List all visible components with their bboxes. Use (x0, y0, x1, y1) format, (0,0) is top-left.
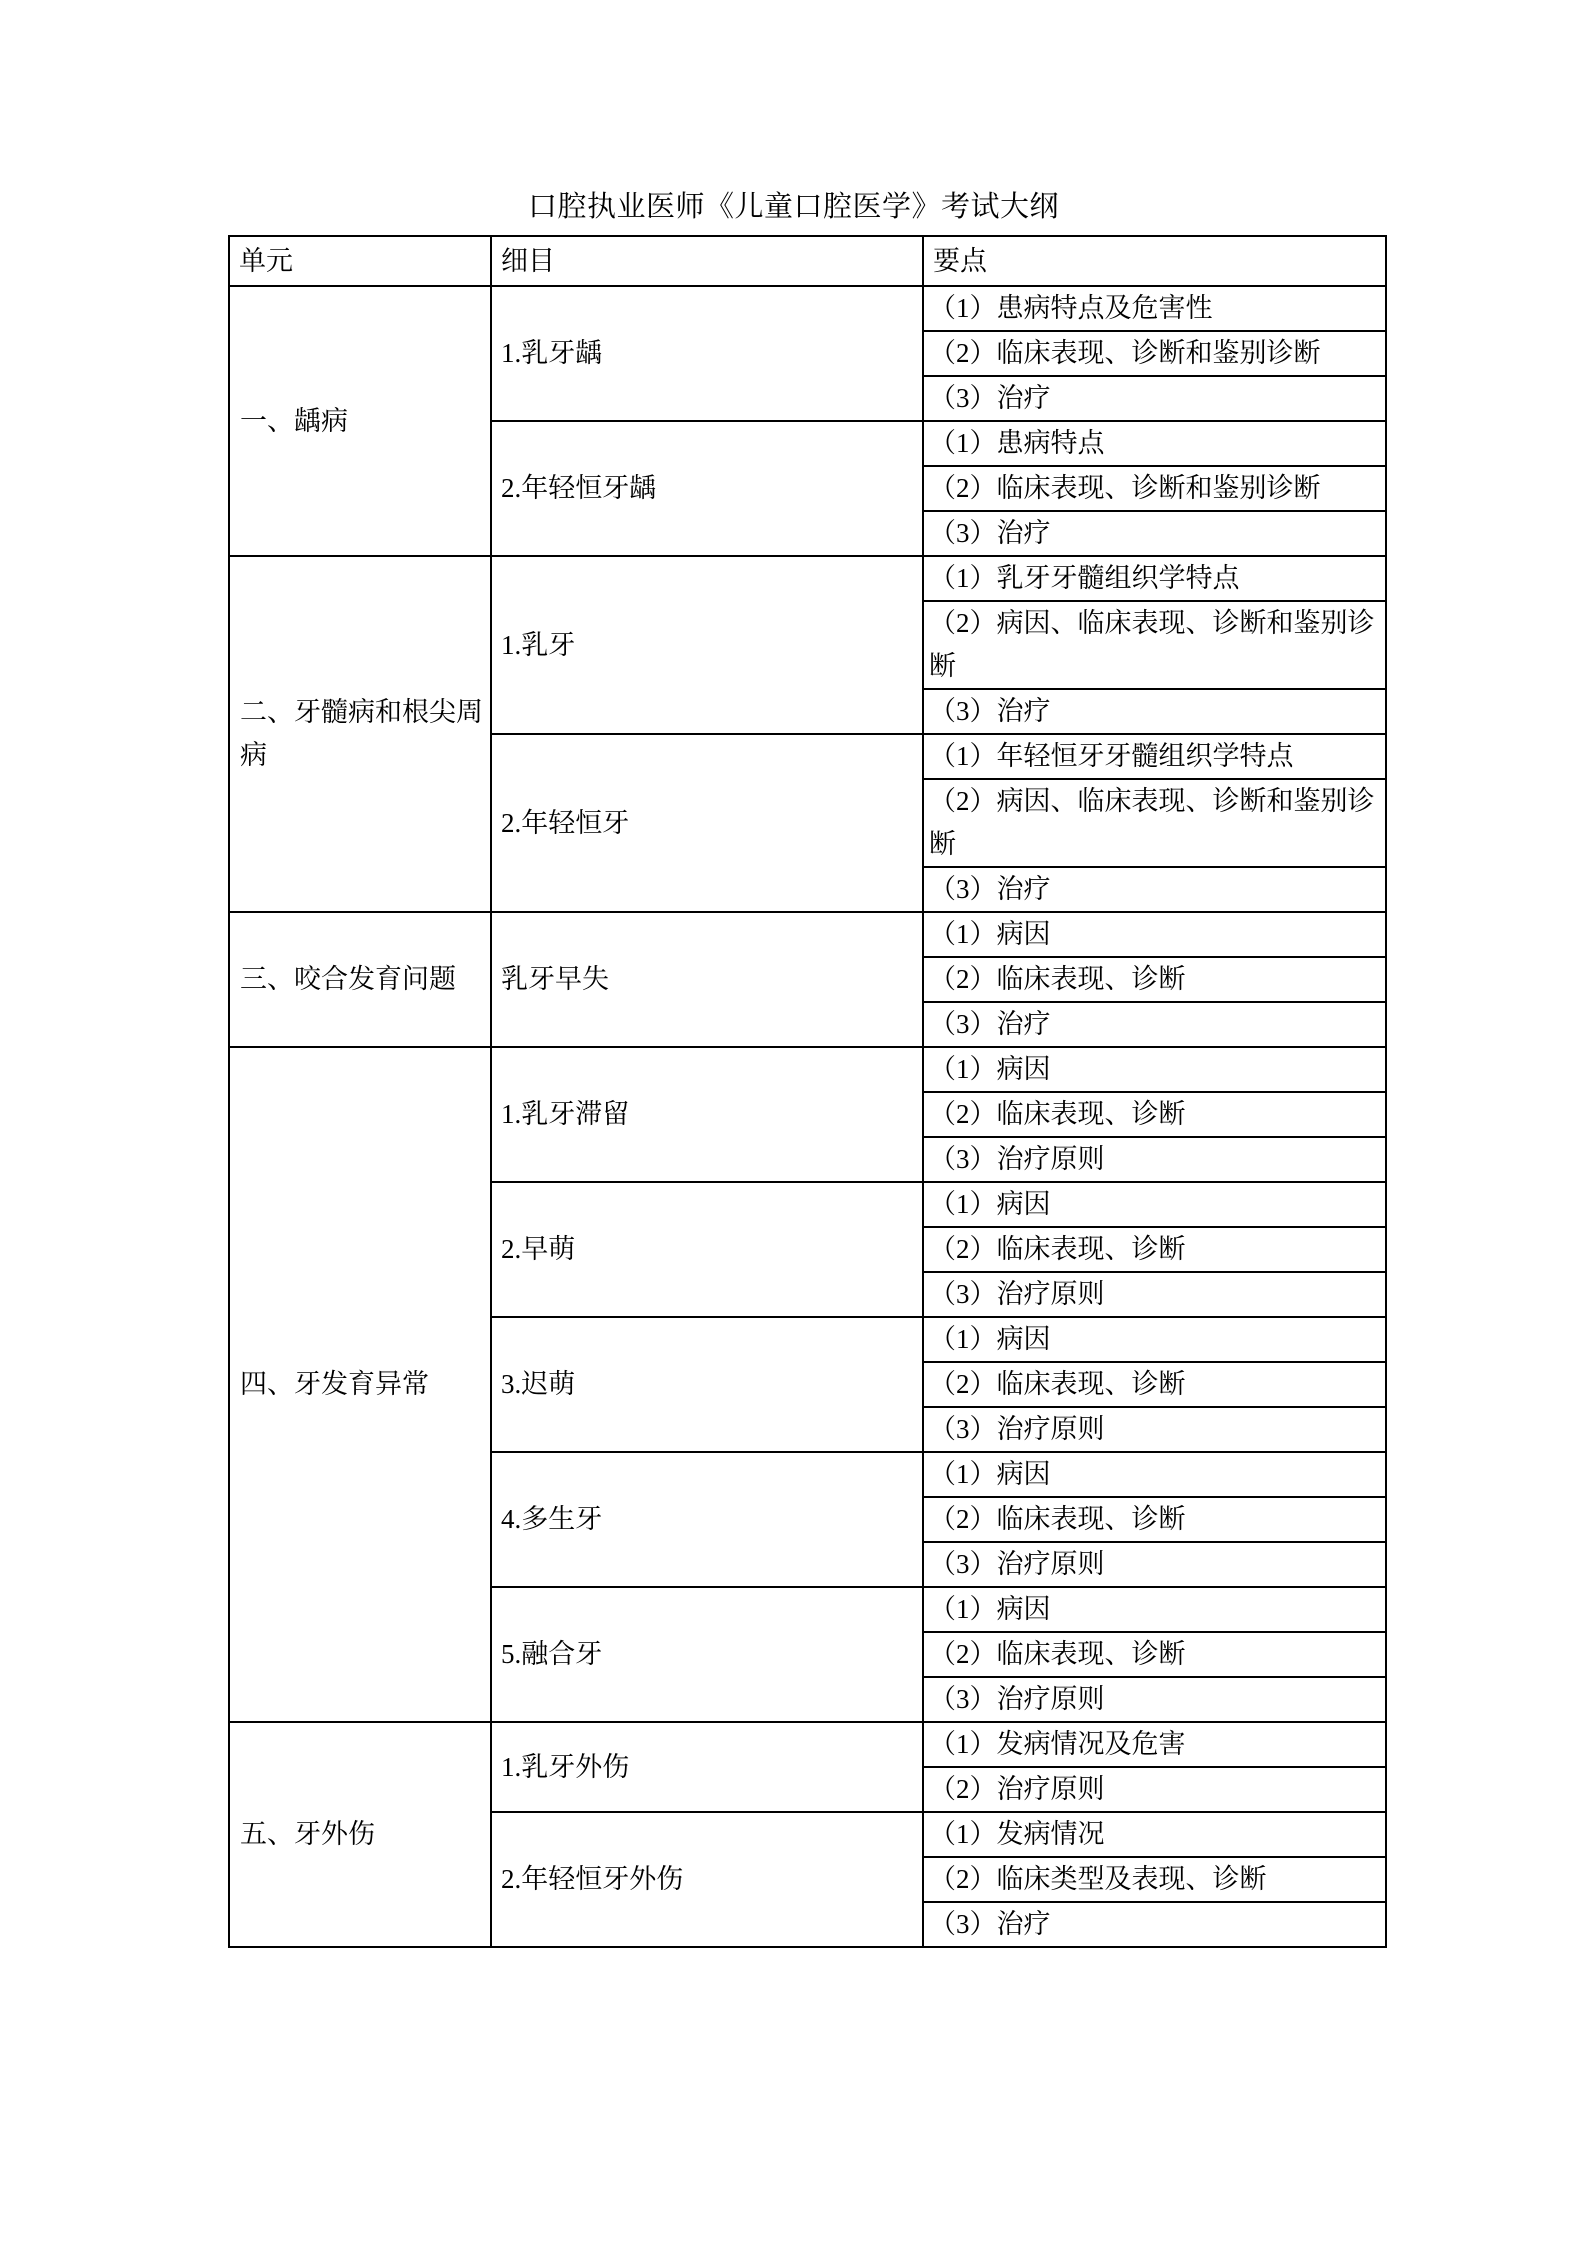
detail-cell: 2.年轻恒牙龋 (491, 421, 923, 556)
point-cell: （1）病因 (923, 1587, 1386, 1632)
point-cell: （2）临床表现、诊断 (923, 1227, 1386, 1272)
table-row (229, 1047, 1386, 1092)
point-cell: （3）治疗 (923, 689, 1386, 734)
point-cell: （1）患病特点及危害性 (923, 286, 1386, 331)
point-cell: （2）临床表现、诊断 (923, 1497, 1386, 1542)
unit-cell: 二、牙髓病和根尖周病 (229, 556, 491, 912)
detail-cell: 5.融合牙 (491, 1587, 923, 1722)
detail-cell: 3.迟萌 (491, 1317, 923, 1452)
page-title: 口腔执业医师《儿童口腔医学》考试大纲 (527, 191, 1059, 223)
column-header-point: 要点 (923, 236, 1386, 286)
point-cell: （1）病因 (923, 1182, 1386, 1227)
point-cell: （1）病因 (923, 1317, 1386, 1362)
detail-cell: 1.乳牙外伤 (491, 1722, 923, 1812)
point-cell: （3）治疗 (923, 511, 1386, 556)
detail-cell: 乳牙早失 (491, 912, 923, 1047)
column-header-unit: 单元 (229, 236, 491, 286)
point-cell: （3）治疗原则 (923, 1272, 1386, 1317)
point-cell: （3）治疗原则 (923, 1407, 1386, 1452)
unit-cell: 一、龋病 (229, 286, 491, 556)
point-cell: （2）临床类型及表现、诊断 (923, 1857, 1386, 1902)
point-cell: （2）临床表现、诊断和鉴别诊断 (923, 331, 1386, 376)
point-cell: （2）临床表现、诊断 (923, 1632, 1386, 1677)
column-header-detail: 细目 (491, 236, 923, 286)
point-cell: （2）病因、临床表现、诊断和鉴别诊断 (923, 601, 1386, 689)
unit-cell: 三、咬合发育问题 (229, 912, 491, 1047)
point-cell: （1）病因 (923, 912, 1386, 957)
point-cell: （3）治疗原则 (923, 1542, 1386, 1587)
unit-cell: 四、牙发育异常 (229, 1047, 491, 1722)
point-cell: （3）治疗 (923, 867, 1386, 912)
point-cell: （1）病因 (923, 1047, 1386, 1092)
point-cell: （3）治疗原则 (923, 1677, 1386, 1722)
point-cell: （1）年轻恒牙牙髓组织学特点 (923, 734, 1386, 779)
point-cell: （2）临床表现、诊断和鉴别诊断 (923, 466, 1386, 511)
detail-cell: 2.年轻恒牙外伤 (491, 1812, 923, 1947)
detail-cell: 1.乳牙 (491, 556, 923, 734)
detail-cell: 2.年轻恒牙 (491, 734, 923, 912)
point-cell: （3）治疗原则 (923, 1137, 1386, 1182)
point-cell: （2）治疗原则 (923, 1767, 1386, 1812)
point-cell: （1）乳牙牙髓组织学特点 (923, 556, 1386, 601)
syllabus-table-body (229, 286, 1386, 1947)
point-cell: （3）治疗 (923, 1902, 1386, 1947)
detail-cell: 4.多生牙 (491, 1452, 923, 1587)
header-row (229, 236, 1386, 286)
detail-cell: 2.早萌 (491, 1182, 923, 1317)
point-cell: （2）临床表现、诊断 (923, 1092, 1386, 1137)
table-row (229, 1722, 1386, 1767)
point-cell: （2）病因、临床表现、诊断和鉴别诊断 (923, 779, 1386, 867)
point-cell: （1）发病情况 (923, 1812, 1386, 1857)
table-row (229, 912, 1386, 957)
point-cell: （3）治疗 (923, 376, 1386, 421)
point-cell: （2）临床表现、诊断 (923, 1362, 1386, 1407)
table-row (229, 286, 1386, 331)
point-cell: （1）病因 (923, 1452, 1386, 1497)
point-cell: （1）发病情况及危害 (923, 1722, 1386, 1767)
table-row (229, 556, 1386, 601)
point-cell: （2）临床表现、诊断 (923, 957, 1386, 1002)
syllabus-table (228, 235, 1387, 1948)
unit-cell: 五、牙外伤 (229, 1722, 491, 1947)
point-cell: （1）患病特点 (923, 421, 1386, 466)
detail-cell: 1.乳牙龋 (491, 286, 923, 421)
point-cell: （3）治疗 (923, 1002, 1386, 1047)
detail-cell: 1.乳牙滞留 (491, 1047, 923, 1182)
